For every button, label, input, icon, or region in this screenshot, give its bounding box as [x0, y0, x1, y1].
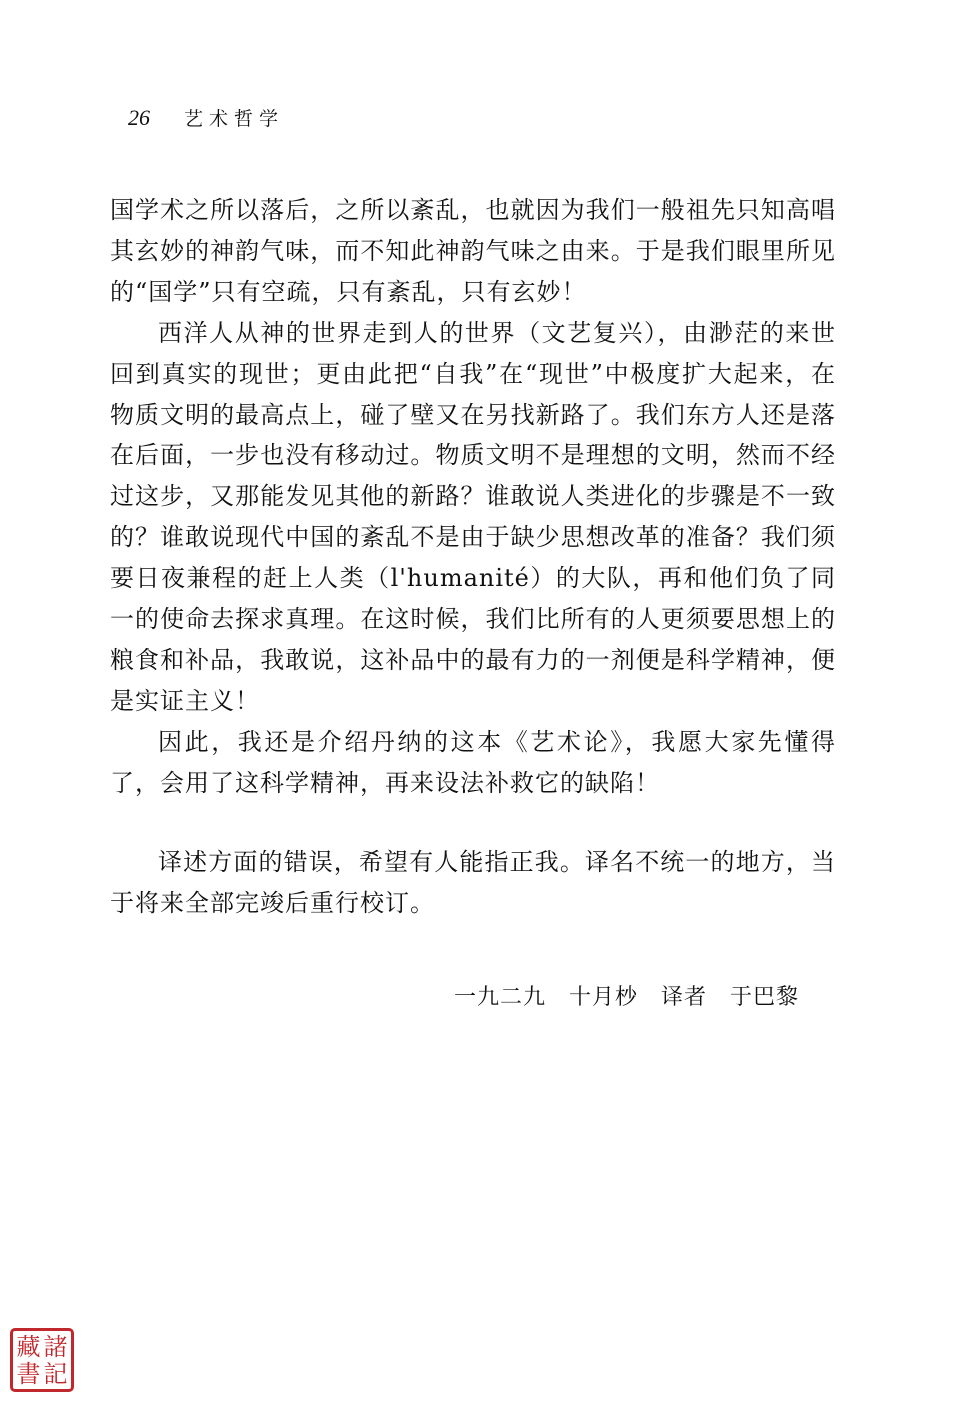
seal-character: 藏 [16, 1332, 41, 1361]
seal-character: 諸 [43, 1332, 68, 1361]
paragraph-introduction: 因此，我还是介绍丹纳的这本《艺术论》，我愿大家先懂得了，会用了这科学精神，再来设法补救它的缺陷！ [110, 727, 836, 797]
paragraph-continued: 国学术之所以落后，之所以紊乱，也就因为我们一般祖先只知高唱其玄妙的神韵气味，而不知此神韵气味之由来。于是我们眼里所见的“国学”只有空疏，只有紊乱，只有玄妙！ [110, 196, 836, 306]
translator-note: 译述方面的错误，希望有人能指正我。译名不统一的地方，当于将来全部完竣后重行校订。 [110, 847, 836, 917]
body-text [110, 190, 836, 923]
collector-seal-stamp [10, 1328, 74, 1392]
page-number: 26 [128, 105, 150, 130]
seal-character: 記 [43, 1359, 68, 1388]
seal-character: 書 [16, 1359, 41, 1388]
translator-signature: 一九二九 十月杪 译者 于巴黎 [454, 985, 800, 1010]
page-header [128, 104, 284, 131]
running-title: 艺术哲学 [184, 108, 285, 130]
paragraph-west-and-east: 西洋人从神的世界走到人的世界（文艺复兴），由渺茫的来世回到真实的现世；更由此把“自我”在“现世”中极度扩大起来，在物质文明的最高点上，碰了壁又在另找新路了。我们东方人还是落在后面，一步也没有移动过。物质文明不是理想的文明，然而不经过这步，又那能发见其他的新路？谁敢说人类进化的步骤是不一致的？谁敢说现代中国的紊乱不是由于缺少思想改革的准备？我们须要日夜兼程的赶上人类（l'humanité）的大队，再和他们负了同一的使命去探求真理。在这时候，我们比所有的人更须要思想上的粮食和补品，我敢说，这补品中的最有力的一剂便是科学精神，便是实证主义！ [110, 318, 836, 715]
